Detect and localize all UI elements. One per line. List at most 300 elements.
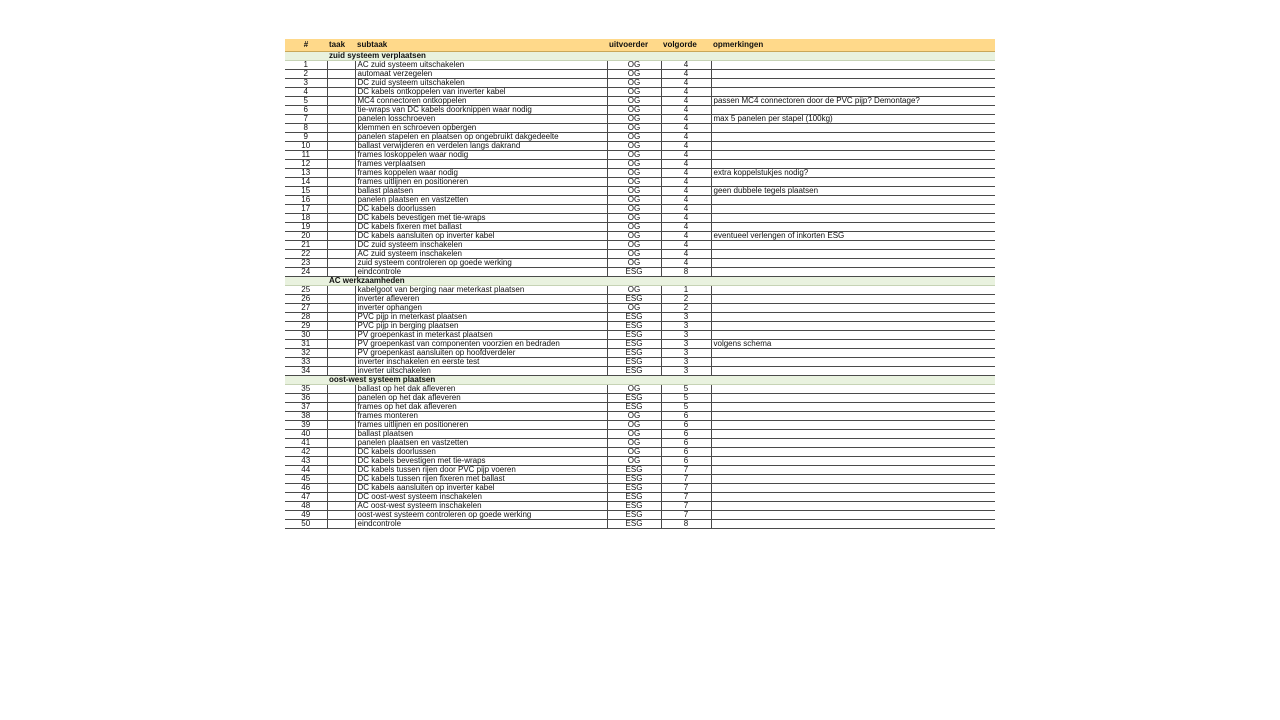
col-header-volgorde: volgorde bbox=[661, 39, 711, 52]
task-number: 21 bbox=[285, 241, 327, 250]
task-opmerkingen bbox=[711, 286, 995, 295]
task-volgorde: 7 bbox=[661, 466, 711, 475]
task-opmerkingen bbox=[711, 79, 995, 88]
task-uitvoerder: ESG bbox=[607, 367, 661, 376]
task-opmerkingen bbox=[711, 403, 995, 412]
task-opmerkingen bbox=[711, 124, 995, 133]
task-number: 30 bbox=[285, 331, 327, 340]
task-number: 20 bbox=[285, 232, 327, 241]
task-subtaak: PV groepenkast aansluiten op hoofdverdeler bbox=[355, 349, 607, 358]
task-row bbox=[285, 385, 995, 394]
task-subtaak: panelen op het dak afleveren bbox=[355, 394, 607, 403]
task-row bbox=[285, 124, 995, 133]
task-row bbox=[285, 241, 995, 250]
task-opmerkingen bbox=[711, 160, 995, 169]
col-header-uitvoerder: uitvoerder bbox=[607, 39, 661, 52]
task-row bbox=[285, 439, 995, 448]
task-taak bbox=[327, 97, 355, 106]
task-row bbox=[285, 358, 995, 367]
task-row bbox=[285, 268, 995, 277]
task-volgorde: 3 bbox=[661, 313, 711, 322]
task-opmerkingen bbox=[711, 250, 995, 259]
task-number: 40 bbox=[285, 430, 327, 439]
task-volgorde: 4 bbox=[661, 115, 711, 124]
task-uitvoerder: ESG bbox=[607, 268, 661, 277]
task-opmerkingen bbox=[711, 70, 995, 79]
task-row bbox=[285, 205, 995, 214]
task-number: 11 bbox=[285, 151, 327, 160]
task-uitvoerder: ESG bbox=[607, 403, 661, 412]
task-opmerkingen bbox=[711, 520, 995, 529]
task-opmerkingen bbox=[711, 385, 995, 394]
task-number: 23 bbox=[285, 259, 327, 268]
task-volgorde: 6 bbox=[661, 412, 711, 421]
task-row bbox=[285, 178, 995, 187]
task-subtaak: panelen losschroeven bbox=[355, 115, 607, 124]
task-volgorde: 3 bbox=[661, 331, 711, 340]
task-volgorde: 4 bbox=[661, 205, 711, 214]
task-subtaak: ballast verwijderen en verdelen langs dakrand bbox=[355, 142, 607, 151]
task-taak bbox=[327, 205, 355, 214]
task-row bbox=[285, 169, 995, 178]
task-uitvoerder: ESG bbox=[607, 502, 661, 511]
task-number: 42 bbox=[285, 448, 327, 457]
section-row bbox=[285, 277, 995, 286]
task-row bbox=[285, 313, 995, 322]
task-volgorde: 4 bbox=[661, 106, 711, 115]
task-subtaak: MC4 connectoren ontkoppelen bbox=[355, 97, 607, 106]
task-opmerkingen bbox=[711, 133, 995, 142]
task-subtaak: eindcontrole bbox=[355, 268, 607, 277]
task-uitvoerder: OG bbox=[607, 457, 661, 466]
task-opmerkingen bbox=[711, 322, 995, 331]
task-subtaak: PVC pijp in meterkast plaatsen bbox=[355, 313, 607, 322]
section-spacer bbox=[285, 376, 327, 385]
task-subtaak: AC zuid systeem uitschakelen bbox=[355, 61, 607, 70]
task-number: 12 bbox=[285, 160, 327, 169]
task-volgorde: 4 bbox=[661, 70, 711, 79]
task-uitvoerder: OG bbox=[607, 439, 661, 448]
task-subtaak: DC kabels fixeren met ballast bbox=[355, 223, 607, 232]
task-row bbox=[285, 79, 995, 88]
task-row bbox=[285, 520, 995, 529]
task-subtaak: AC zuid systeem inschakelen bbox=[355, 250, 607, 259]
task-uitvoerder: OG bbox=[607, 106, 661, 115]
task-subtaak: DC kabels doorlussen bbox=[355, 448, 607, 457]
task-opmerkingen bbox=[711, 349, 995, 358]
task-subtaak: tie-wraps van DC kabels doorknippen waar nodig bbox=[355, 106, 607, 115]
task-taak bbox=[327, 304, 355, 313]
task-taak bbox=[327, 493, 355, 502]
task-body bbox=[285, 52, 995, 529]
task-row bbox=[285, 349, 995, 358]
task-taak bbox=[327, 133, 355, 142]
task-volgorde: 4 bbox=[661, 214, 711, 223]
task-number: 27 bbox=[285, 304, 327, 313]
task-opmerkingen: max 5 panelen per stapel (100kg) bbox=[711, 115, 995, 124]
task-uitvoerder: ESG bbox=[607, 394, 661, 403]
task-opmerkingen bbox=[711, 439, 995, 448]
task-opmerkingen bbox=[711, 61, 995, 70]
task-row bbox=[285, 331, 995, 340]
task-uitvoerder: ESG bbox=[607, 511, 661, 520]
task-volgorde: 4 bbox=[661, 187, 711, 196]
task-uitvoerder: ESG bbox=[607, 466, 661, 475]
task-row bbox=[285, 232, 995, 241]
task-subtaak: inverter afleveren bbox=[355, 295, 607, 304]
task-taak bbox=[327, 322, 355, 331]
task-taak bbox=[327, 349, 355, 358]
task-number: 7 bbox=[285, 115, 327, 124]
task-number: 18 bbox=[285, 214, 327, 223]
task-volgorde: 3 bbox=[661, 322, 711, 331]
task-opmerkingen bbox=[711, 466, 995, 475]
task-opmerkingen bbox=[711, 394, 995, 403]
task-taak bbox=[327, 259, 355, 268]
task-number: 5 bbox=[285, 97, 327, 106]
task-number: 33 bbox=[285, 358, 327, 367]
task-volgorde: 5 bbox=[661, 403, 711, 412]
task-uitvoerder: OG bbox=[607, 142, 661, 151]
task-uitvoerder: OG bbox=[607, 223, 661, 232]
task-row bbox=[285, 196, 995, 205]
task-taak bbox=[327, 502, 355, 511]
task-row bbox=[285, 412, 995, 421]
task-taak bbox=[327, 196, 355, 205]
task-opmerkingen bbox=[711, 259, 995, 268]
task-row bbox=[285, 466, 995, 475]
task-number: 31 bbox=[285, 340, 327, 349]
task-taak bbox=[327, 142, 355, 151]
task-uitvoerder: ESG bbox=[607, 295, 661, 304]
task-subtaak: frames uitlijnen en positioneren bbox=[355, 178, 607, 187]
task-uitvoerder: ESG bbox=[607, 358, 661, 367]
task-volgorde: 3 bbox=[661, 349, 711, 358]
task-taak bbox=[327, 340, 355, 349]
task-opmerkingen bbox=[711, 367, 995, 376]
task-subtaak: klemmen en schroeven opbergen bbox=[355, 124, 607, 133]
task-row bbox=[285, 475, 995, 484]
task-taak bbox=[327, 160, 355, 169]
task-subtaak: AC oost-west systeem inschakelen bbox=[355, 502, 607, 511]
task-opmerkingen bbox=[711, 151, 995, 160]
task-opmerkingen bbox=[711, 142, 995, 151]
task-row bbox=[285, 250, 995, 259]
task-number: 25 bbox=[285, 286, 327, 295]
task-number: 45 bbox=[285, 475, 327, 484]
task-taak bbox=[327, 232, 355, 241]
task-volgorde: 6 bbox=[661, 448, 711, 457]
task-volgorde: 6 bbox=[661, 439, 711, 448]
task-uitvoerder: OG bbox=[607, 124, 661, 133]
task-uitvoerder: OG bbox=[607, 169, 661, 178]
task-opmerkingen bbox=[711, 421, 995, 430]
task-volgorde: 4 bbox=[661, 241, 711, 250]
task-taak bbox=[327, 331, 355, 340]
task-volgorde: 4 bbox=[661, 232, 711, 241]
task-subtaak: inverter ophangen bbox=[355, 304, 607, 313]
task-number: 22 bbox=[285, 250, 327, 259]
task-row bbox=[285, 70, 995, 79]
task-taak bbox=[327, 313, 355, 322]
task-row bbox=[285, 484, 995, 493]
task-opmerkingen bbox=[711, 241, 995, 250]
task-number: 26 bbox=[285, 295, 327, 304]
header-row bbox=[285, 39, 995, 52]
task-subtaak: DC kabels doorlussen bbox=[355, 205, 607, 214]
task-uitvoerder: OG bbox=[607, 250, 661, 259]
task-subtaak: ballast op het dak afleveren bbox=[355, 385, 607, 394]
task-taak bbox=[327, 367, 355, 376]
task-taak bbox=[327, 475, 355, 484]
task-subtaak: DC kabels ontkoppelen van inverter kabel bbox=[355, 88, 607, 97]
task-row bbox=[285, 340, 995, 349]
task-volgorde: 4 bbox=[661, 124, 711, 133]
task-uitvoerder: OG bbox=[607, 178, 661, 187]
task-opmerkingen bbox=[711, 430, 995, 439]
task-row bbox=[285, 502, 995, 511]
task-uitvoerder: OG bbox=[607, 196, 661, 205]
task-uitvoerder: OG bbox=[607, 385, 661, 394]
task-opmerkingen bbox=[711, 457, 995, 466]
task-taak bbox=[327, 448, 355, 457]
task-opmerkingen: passen MC4 connectoren door de PVC pijp? Demontage? bbox=[711, 97, 995, 106]
task-volgorde: 8 bbox=[661, 268, 711, 277]
task-row bbox=[285, 214, 995, 223]
task-subtaak: DC kabels tussen rijen door PVC pijp voeren bbox=[355, 466, 607, 475]
task-number: 35 bbox=[285, 385, 327, 394]
task-volgorde: 6 bbox=[661, 421, 711, 430]
task-row bbox=[285, 295, 995, 304]
task-subtaak: inverter inschakelen en eerste test bbox=[355, 358, 607, 367]
task-volgorde: 4 bbox=[661, 151, 711, 160]
task-opmerkingen bbox=[711, 331, 995, 340]
task-number: 48 bbox=[285, 502, 327, 511]
task-taak bbox=[327, 394, 355, 403]
task-volgorde: 4 bbox=[661, 133, 711, 142]
task-uitvoerder: ESG bbox=[607, 349, 661, 358]
task-number: 19 bbox=[285, 223, 327, 232]
task-uitvoerder: ESG bbox=[607, 322, 661, 331]
task-uitvoerder: OG bbox=[607, 421, 661, 430]
task-uitvoerder: ESG bbox=[607, 520, 661, 529]
task-volgorde: 4 bbox=[661, 178, 711, 187]
task-subtaak: frames op het dak afleveren bbox=[355, 403, 607, 412]
task-number: 9 bbox=[285, 133, 327, 142]
task-volgorde: 7 bbox=[661, 493, 711, 502]
task-number: 46 bbox=[285, 484, 327, 493]
section-row bbox=[285, 376, 995, 385]
task-opmerkingen bbox=[711, 502, 995, 511]
task-taak bbox=[327, 250, 355, 259]
task-taak bbox=[327, 223, 355, 232]
task-subtaak: frames verplaatsen bbox=[355, 160, 607, 169]
task-opmerkingen bbox=[711, 412, 995, 421]
task-uitvoerder: OG bbox=[607, 205, 661, 214]
task-opmerkingen bbox=[711, 304, 995, 313]
task-number: 29 bbox=[285, 322, 327, 331]
task-volgorde: 4 bbox=[661, 223, 711, 232]
task-subtaak: PV groepenkast in meterkast plaatsen bbox=[355, 331, 607, 340]
task-row bbox=[285, 421, 995, 430]
task-taak bbox=[327, 286, 355, 295]
task-number: 38 bbox=[285, 412, 327, 421]
task-uitvoerder: OG bbox=[607, 70, 661, 79]
task-taak bbox=[327, 241, 355, 250]
task-uitvoerder: OG bbox=[607, 286, 661, 295]
task-number: 43 bbox=[285, 457, 327, 466]
task-number: 8 bbox=[285, 124, 327, 133]
task-taak bbox=[327, 484, 355, 493]
task-volgorde: 4 bbox=[661, 259, 711, 268]
task-volgorde: 6 bbox=[661, 457, 711, 466]
task-taak bbox=[327, 358, 355, 367]
task-taak bbox=[327, 88, 355, 97]
task-subtaak: DC zuid systeem inschakelen bbox=[355, 241, 607, 250]
task-number: 1 bbox=[285, 61, 327, 70]
task-volgorde: 1 bbox=[661, 286, 711, 295]
task-volgorde: 4 bbox=[661, 196, 711, 205]
task-row bbox=[285, 160, 995, 169]
task-taak bbox=[327, 214, 355, 223]
task-number: 13 bbox=[285, 169, 327, 178]
task-taak bbox=[327, 187, 355, 196]
task-row bbox=[285, 394, 995, 403]
task-uitvoerder: ESG bbox=[607, 475, 661, 484]
task-taak bbox=[327, 124, 355, 133]
task-uitvoerder: ESG bbox=[607, 493, 661, 502]
task-volgorde: 8 bbox=[661, 520, 711, 529]
task-row bbox=[285, 97, 995, 106]
task-subtaak: frames loskoppelen waar nodig bbox=[355, 151, 607, 160]
task-uitvoerder: OG bbox=[607, 304, 661, 313]
section-row bbox=[285, 52, 995, 61]
task-number: 3 bbox=[285, 79, 327, 88]
task-opmerkingen: geen dubbele tegels plaatsen bbox=[711, 187, 995, 196]
task-uitvoerder: ESG bbox=[607, 331, 661, 340]
task-taak bbox=[327, 421, 355, 430]
task-subtaak: frames uitlijnen en positioneren bbox=[355, 421, 607, 430]
task-volgorde: 4 bbox=[661, 61, 711, 70]
task-row bbox=[285, 448, 995, 457]
task-subtaak: DC kabels bevestigen met tie-wraps bbox=[355, 457, 607, 466]
task-subtaak: frames koppelen waar nodig bbox=[355, 169, 607, 178]
task-taak bbox=[327, 439, 355, 448]
task-volgorde: 3 bbox=[661, 367, 711, 376]
task-taak bbox=[327, 79, 355, 88]
task-number: 28 bbox=[285, 313, 327, 322]
task-number: 17 bbox=[285, 205, 327, 214]
task-number: 24 bbox=[285, 268, 327, 277]
task-taak bbox=[327, 520, 355, 529]
task-number: 16 bbox=[285, 196, 327, 205]
task-subtaak: DC kabels aansluiten op inverter kabel bbox=[355, 484, 607, 493]
task-volgorde: 4 bbox=[661, 88, 711, 97]
task-opmerkingen bbox=[711, 448, 995, 457]
task-subtaak: PVC pijp in berging plaatsen bbox=[355, 322, 607, 331]
task-opmerkingen bbox=[711, 178, 995, 187]
task-number: 34 bbox=[285, 367, 327, 376]
task-number: 36 bbox=[285, 394, 327, 403]
task-row bbox=[285, 493, 995, 502]
task-uitvoerder: OG bbox=[607, 61, 661, 70]
task-taak bbox=[327, 169, 355, 178]
task-subtaak: frames monteren bbox=[355, 412, 607, 421]
task-subtaak: PV groepenkast van componenten voorzien en bedraden bbox=[355, 340, 607, 349]
task-row bbox=[285, 151, 995, 160]
task-subtaak: panelen plaatsen en vastzetten bbox=[355, 439, 607, 448]
task-taak bbox=[327, 115, 355, 124]
task-volgorde: 2 bbox=[661, 295, 711, 304]
task-volgorde: 5 bbox=[661, 394, 711, 403]
task-opmerkingen bbox=[711, 205, 995, 214]
task-uitvoerder: OG bbox=[607, 160, 661, 169]
task-uitvoerder: OG bbox=[607, 232, 661, 241]
section-title: zuid systeem verplaatsen bbox=[327, 52, 995, 61]
task-taak bbox=[327, 457, 355, 466]
task-number: 32 bbox=[285, 349, 327, 358]
task-number: 15 bbox=[285, 187, 327, 196]
task-uitvoerder: OG bbox=[607, 241, 661, 250]
task-number: 47 bbox=[285, 493, 327, 502]
task-uitvoerder: OG bbox=[607, 133, 661, 142]
task-number: 37 bbox=[285, 403, 327, 412]
col-header-num: # bbox=[285, 39, 327, 52]
task-number: 50 bbox=[285, 520, 327, 529]
task-volgorde: 4 bbox=[661, 169, 711, 178]
task-opmerkingen bbox=[711, 484, 995, 493]
task-taak bbox=[327, 412, 355, 421]
col-header-taak: taak bbox=[327, 39, 355, 52]
task-number: 44 bbox=[285, 466, 327, 475]
task-volgorde: 7 bbox=[661, 484, 711, 493]
task-row bbox=[285, 367, 995, 376]
task-opmerkingen bbox=[711, 511, 995, 520]
task-opmerkingen bbox=[711, 88, 995, 97]
task-opmerkingen bbox=[711, 196, 995, 205]
task-volgorde: 2 bbox=[661, 304, 711, 313]
task-subtaak: kabelgoot van berging naar meterkast plaatsen bbox=[355, 286, 607, 295]
task-volgorde: 4 bbox=[661, 79, 711, 88]
task-row bbox=[285, 322, 995, 331]
task-number: 10 bbox=[285, 142, 327, 151]
task-uitvoerder: ESG bbox=[607, 313, 661, 322]
section-title: AC werkzaamheden bbox=[327, 277, 995, 286]
task-row bbox=[285, 259, 995, 268]
task-uitvoerder: OG bbox=[607, 214, 661, 223]
task-uitvoerder: OG bbox=[607, 115, 661, 124]
task-subtaak: DC kabels tussen rijen fixeren met ballast bbox=[355, 475, 607, 484]
task-row bbox=[285, 286, 995, 295]
task-subtaak: panelen plaatsen en vastzetten bbox=[355, 196, 607, 205]
task-taak bbox=[327, 295, 355, 304]
task-uitvoerder: ESG bbox=[607, 340, 661, 349]
task-opmerkingen bbox=[711, 106, 995, 115]
task-taak bbox=[327, 430, 355, 439]
task-subtaak: eindcontrole bbox=[355, 520, 607, 529]
task-taak bbox=[327, 106, 355, 115]
col-header-opmerkingen: opmerkingen bbox=[711, 39, 995, 52]
task-uitvoerder: OG bbox=[607, 187, 661, 196]
section-title: oost-west systeem plaatsen bbox=[327, 376, 995, 385]
task-taak bbox=[327, 511, 355, 520]
task-opmerkingen bbox=[711, 475, 995, 484]
task-opmerkingen bbox=[711, 268, 995, 277]
task-row bbox=[285, 304, 995, 313]
task-volgorde: 6 bbox=[661, 430, 711, 439]
task-uitvoerder: ESG bbox=[607, 484, 661, 493]
task-number: 49 bbox=[285, 511, 327, 520]
